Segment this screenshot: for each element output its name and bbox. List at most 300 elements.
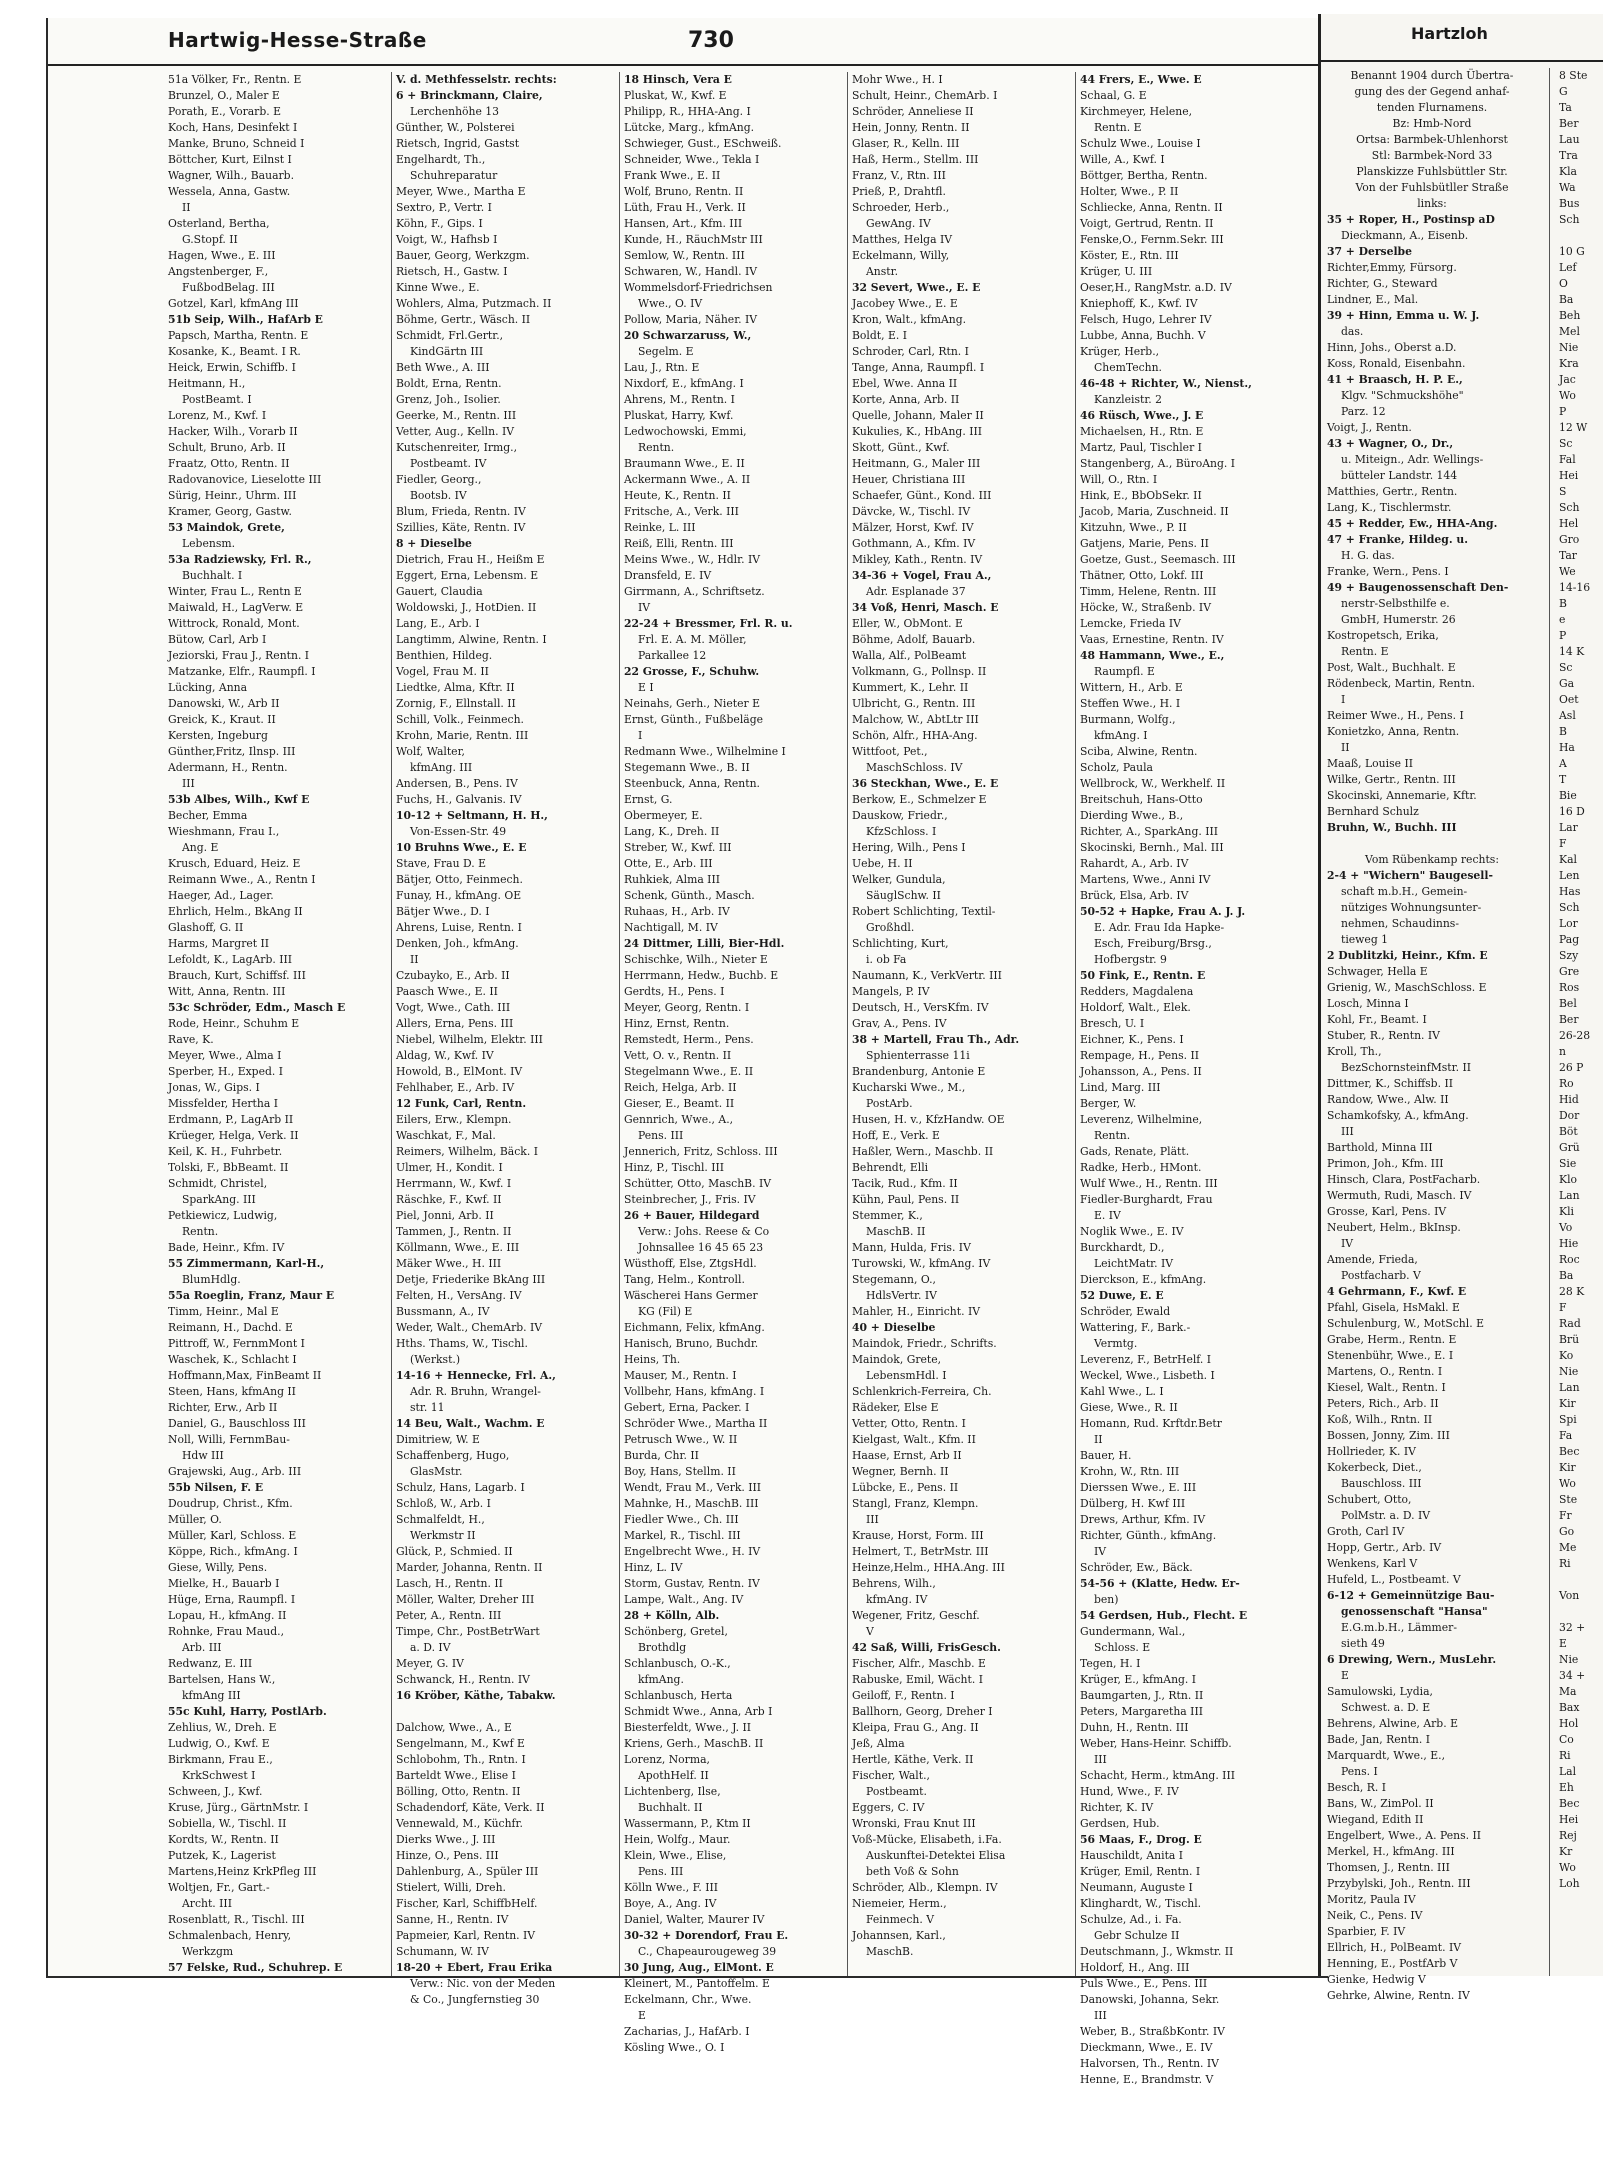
resident-entry [1559,1604,1603,1620]
resident-entry: Schneider, Wwe., Tekla I [624,153,760,166]
resident-entry: Bans, W., ZimPol. II [1327,1797,1434,1810]
resident-entry: Kostropetsch, Erika, [1327,629,1439,642]
resident-entry: Lichtenberg, Ilse, [624,1785,721,1798]
resident-entry: Sphienterrasse 11i [866,1049,970,1062]
house-number-entry: 10-12 + Seltmann, H. H., [396,809,548,822]
resident-entry: Lücking, Anna [168,681,248,694]
resident-entry: Birkmann, Frau E., [168,1753,273,1766]
resident-entry: Nie [1559,1653,1579,1666]
resident-entry: Thätner, Otto, Lokf. III [1080,569,1204,582]
resident-entry: Jacob, Maria, Zuschneid. II [1080,505,1229,518]
resident-entry: E I [638,681,654,694]
resident-entry: Wolf, Bruno, Rentn. II [624,185,744,198]
resident-entry: Brothdlg [638,1641,687,1654]
resident-entry: Ta [1559,101,1572,114]
house-number-entry: 47 + Franke, Hildeg. u. [1327,533,1468,546]
resident-entry: Gerdsen, Hub. [1080,1817,1160,1830]
resident-entry: Kunde, H., RäuchMstr III [624,233,763,246]
resident-entry: Skocinski, Annemarie, Kftr. [1327,789,1477,802]
house-number-entry: 55a Roeglin, Franz, Maur E [168,1289,335,1302]
resident-entry: Zornig, F., Ellnstall. II [396,697,516,710]
resident-entry: Kramer, Georg, Gastw. [168,505,292,518]
column-4 [848,72,1076,1976]
resident-entry: Kahl Wwe., L. I [1080,1385,1164,1398]
resident-entry: Wulf Wwe., H., Rentn. III [1080,1177,1218,1190]
resident-entry: Martens,Heinz KrkPfleg III [168,1865,317,1878]
resident-entry: Ahrens, Luise, Rentn. I [396,921,522,934]
resident-entry: Reimer Wwe., H., Pens. I [1327,709,1464,722]
resident-entry: Doudrup, Christ., Kfm. [168,1497,293,1510]
resident-entry: Stangenberg, A., BüroAng. I [1080,457,1236,470]
resident-entry: Aldag, W., Kwf. IV [396,1049,494,1062]
resident-entry: Lan [1559,1381,1580,1394]
resident-entry: Postbeamt. [866,1785,927,1798]
house-number-entry: 42 Saß, Willi, FrisGesch. [852,1641,1001,1654]
resident-entry: Scholz, Paula [1080,761,1153,774]
resident-entry: Vett, O. v., Rentn. II [624,1049,732,1062]
resident-entry: Michaelsen, H., Rtn. E [1080,425,1204,438]
resident-entry: Köster, E., Rtn. III [1080,249,1179,262]
resident-entry: Bax [1559,1701,1580,1714]
resident-entry: Bätjer Wwe., D. I [396,905,490,918]
resident-entry: Eckelmann, Willy, [852,249,950,262]
resident-entry: Lütcke, Marg., kfmAng. [624,121,755,134]
resident-entry: Sengelmann, M., Kwf E [396,1737,525,1750]
resident-entry: Koss, Ronald, Eisenbahn. [1327,357,1466,370]
resident-entry: Ha [1559,741,1575,754]
resident-entry: Steinbrecher, J., Fris. IV [624,1193,756,1206]
resident-entry: Dransfeld, E. IV [624,569,712,582]
resident-entry: Lubbe, Anna, Buchh. V [1080,329,1206,342]
resident-entry: Richter,Emmy, Fürsorg. [1327,261,1457,274]
resident-entry: Eichmann, Felix, kfmAng. [624,1321,765,1334]
resident-entry: Maindok, Grete, [852,1353,942,1366]
resident-entry: Gienke, Hedwig V [1327,1973,1426,1986]
resident-entry: Henne, E., Brandmstr. V [1080,2073,1214,2086]
resident-entry: Eichner, K., Pens. I [1080,1033,1184,1046]
house-number-entry: genossenschaft "Hansa" [1341,1605,1488,1618]
resident-entry: Gro [1559,533,1580,546]
resident-entry: Mann, Hulda, Fris. IV [852,1241,971,1254]
house-number-entry: 26 + Bauer, Hildegard [624,1209,760,1222]
resident-entry: Fischer, Karl, SchiffbHelf. [396,1897,538,1910]
resident-entry: Hund, Wwe., F. IV [1080,1785,1179,1798]
resident-entry: Gothmann, A., Kfm. IV [852,537,976,550]
house-number-entry: 54 Gerdsen, Hub., Flecht. E [1080,1609,1248,1622]
resident-entry: Schloß, W., Arb. I [396,1497,491,1510]
resident-entry: Schween, J., Kwf. [168,1785,263,1798]
resident-entry: Schischke, Wilh., Nieter E [624,953,768,966]
resident-entry: Klein, Wwe., Elise, [624,1849,727,1862]
resident-entry: Sciba, Alwine, Rentn. [1080,745,1198,758]
resident-entry: Bütow, Carl, Arb I [168,633,267,646]
resident-entry: Von der Fuhlsbütller Straße [1355,181,1509,194]
resident-entry: Marquardt, Wwe., E., [1327,1749,1446,1762]
resident-entry: Martens, O., Rentn. I [1327,1365,1443,1378]
resident-entry: Bussmann, A., IV [396,1305,490,1318]
resident-entry: Ri [1559,1749,1571,1762]
resident-entry: Kron, Walt., kfmAng. [852,313,967,326]
right-edge-column [1559,68,1603,1892]
resident-entry: Ahrens, M., Rentn. I [624,393,735,406]
resident-entry: Kal [1559,853,1577,866]
directory-page-right [1318,14,1603,2002]
resident-entry: Rentn. [638,441,675,454]
resident-entry: (Werkst.) [410,1353,461,1366]
resident-entry: Merkel, H., kfmAng. III [1327,1845,1455,1858]
resident-entry: Postfacharb. V [1341,1269,1421,1282]
resident-entry: O [1559,277,1568,290]
resident-entry: tenden Flurnamens. [1376,101,1488,114]
resident-entry: Kli [1559,1205,1574,1218]
resident-entry: G.Stopf. II [182,233,238,246]
resident-entry: Kleipa, Frau G., Ang. II [852,1721,979,1734]
resident-entry: Bossen, Jonny, Zim. III [1327,1429,1450,1442]
resident-entry: E [1341,1669,1349,1682]
resident-entry: BlumHdlg. [182,1273,241,1286]
resident-entry: Noll, Willi, FernmBau- [168,1433,290,1446]
resident-entry: 8 Ste [1559,69,1588,82]
resident-entry: Brauch, Kurt, Schiffsf. III [168,969,306,982]
resident-entry: Martz, Paul, Tischler I [1080,441,1202,454]
resident-entry: Holdorf, Walt., Elek. [1080,1001,1191,1014]
resident-entry: Schmalenbach, Henry, [168,1929,292,1942]
resident-entry: Gotzel, Karl, kfmAng III [168,297,299,310]
resident-entry: Bie [1559,789,1577,802]
resident-entry: Krüger, E., kfmAng. I [1080,1673,1197,1686]
resident-entry: Wieshmann, Frau I., [168,825,280,838]
resident-entry: Wo [1559,1477,1576,1490]
resident-entry: Haeger, Ad., Lager. [168,889,274,902]
house-number-entry: Bruhn, W., Buchh. III [1327,821,1457,834]
resident-entry: Heute, K., Rentn. II [624,489,731,502]
resident-entry: Kersten, Ingeburg [168,729,268,742]
resident-entry: Beh [1559,309,1581,322]
resident-entry: Lau [1559,133,1580,146]
resident-entry: Großhdl. [866,921,915,934]
resident-entry: Müller, O. [168,1513,222,1526]
resident-entry: Schumann, W. IV [396,1945,489,1958]
resident-entry: Kölln Wwe., F. III [624,1881,719,1894]
resident-entry: Kanzleistr. 2 [1094,393,1163,406]
resident-entry: Hanisch, Bruno, Buchdr. [624,1337,759,1350]
resident-entry: u. Miteign., Adr. Wellings- [1341,453,1484,466]
resident-entry: Rentn. [182,1225,219,1238]
resident-entry: FußbodBelag. III [182,281,275,294]
resident-entry: Bauer, Georg, Werkzgm. [396,249,530,262]
resident-entry: Loh [1559,1877,1580,1890]
resident-entry: Hoffmann,Max, FinBeamt II [168,1369,322,1382]
resident-entry: Weder, Walt., ChemArb. IV [396,1321,543,1334]
resident-entry: Angstenberger, F., [168,265,269,278]
resident-entry: Jac [1559,373,1576,386]
resident-entry: nütziges Wohnungsunter- [1341,901,1482,914]
resident-entry: Petrusch Wwe., W. II [624,1433,738,1446]
resident-entry: Hüge, Erna, Raumpfl. I [168,1593,296,1606]
resident-entry: Manke, Bruno, Schneid I [168,137,305,150]
resident-entry: i. ob Fa [866,953,907,966]
resident-entry: Dierckson, E., kfmAng. [1080,1273,1207,1286]
resident-entry: KrkSchwest I [182,1769,256,1782]
resident-entry: Kra [1559,357,1579,370]
resident-entry: nehmen, Schaudinns- [1341,917,1459,930]
resident-entry: Pluskat, Harry, Kwf. [624,409,734,422]
resident-entry: Reimers, Wilhelm, Bäck. I [396,1145,538,1158]
resident-entry: Segelm. E [638,345,694,358]
resident-entry: Höcke, W., Straßenb. IV [1080,601,1211,614]
resident-entry: Nie [1559,1365,1579,1378]
resident-entry: Boye, A., Ang. IV [624,1897,717,1910]
resident-entry: Klo [1559,1173,1578,1186]
resident-entry: Johannsen, Karl., [852,1929,946,1942]
resident-entry: Ernst, G. [624,793,673,806]
house-number-entry: 20 Schwarzaruss, W., [624,329,752,342]
resident-entry: Radke, Herb., HMont. [1080,1161,1202,1174]
resident-entry: Lindner, E., Mal. [1327,293,1419,306]
resident-entry: Kniephoff, K., Kwf. IV [1080,297,1198,310]
resident-entry: Lefoldt, K., LagArb. III [168,953,293,966]
resident-entry: Koß, Wilh., Rntn. II [1327,1413,1433,1426]
resident-entry: Meins Wwe., W., Hdlr. IV [624,553,761,566]
house-number-entry: 38 + Martell, Frau Th., Adr. [852,1033,1020,1046]
resident-entry: kfmAng. [638,1673,684,1686]
resident-entry: III [182,777,195,790]
house-number-entry: 2-4 + "Wichern" Baugesell- [1327,869,1493,882]
resident-entry: Stuber, R., Rentn. IV [1327,1029,1440,1042]
resident-entry: Gebert, Erna, Packer. I [624,1401,750,1414]
resident-entry: Richter, Günth., kfmAng. [1080,1529,1217,1542]
resident-entry: Tange, Anna, Raumpfl. I [852,361,985,374]
resident-entry: Schaffenberg, Hugo, [396,1449,510,1462]
resident-entry: Vennewald, M., Küchfr. [396,1817,523,1830]
resident-entry: Feinmech. V [866,1913,934,1926]
resident-entry: Langtimm, Alwine, Rentn. I [396,633,547,646]
resident-entry: Bade, Jan, Rentn. I [1327,1733,1431,1746]
resident-entry: Archt. III [182,1897,232,1910]
resident-entry: Giese, Willy, Pens. [168,1561,268,1574]
resident-entry: Richter, K. IV [1080,1801,1154,1814]
resident-entry: Jeziorski, Frau J., Rentn. I [168,649,310,662]
resident-entry: Fischer, Walt., [852,1769,930,1782]
resident-entry: Schulz, Hans, Lagarb. I [396,1481,525,1494]
resident-entry: Konietzko, Anna, Rentn. [1327,725,1460,738]
resident-entry: GlasMstr. [410,1465,463,1478]
resident-entry: Papsch, Martha, Rentn. E [168,329,309,342]
resident-entry: Pens. III [638,1865,684,1878]
resident-entry: Auskunftei-Detektei Elisa [866,1849,1006,1862]
resident-entry: Wagner, Wilh., Bauarb. [168,169,295,182]
resident-entry: kfmAng. III [410,761,473,774]
resident-entry: Hollrieder, K. IV [1327,1445,1416,1458]
resident-entry: Turowski, W., kfmAng. IV [852,1257,991,1270]
resident-entry: Richter, Erw., Arb II [168,1401,278,1414]
resident-entry: Wessela, Anna, Gastw. [168,185,291,198]
columns [164,72,1328,2086]
resident-entry: Reinke, L. III [624,521,696,534]
resident-entry: III [1341,1125,1354,1138]
resident-entry: Semlow, W., Rentn. III [624,249,745,262]
resident-entry: IV [1094,1545,1107,1558]
resident-entry: Böhme, Adolf, Bauarb. [852,633,976,646]
resident-entry: Kucharski Wwe., M., [852,1081,966,1094]
resident-entry: Fehlhaber, E., Arb. IV [396,1081,515,1094]
resident-entry: Ruhaas, H., Arb. IV [624,905,730,918]
resident-entry: Ma [1559,1685,1577,1698]
house-number-entry: 16 Kröber, Käthe, Tabakw. [396,1689,556,1702]
resident-entry: Daniel, Walter, Maurer IV [624,1913,765,1926]
resident-entry: Brunzel, O., Maler E [168,89,280,102]
resident-entry: II [1094,1433,1103,1446]
resident-entry: Lemcke, Frieda IV [1080,617,1181,630]
resident-entry: GewAng. IV [866,217,931,230]
resident-entry: Schlanbusch, O.-K., [624,1657,731,1670]
page-header [48,18,1328,66]
resident-entry: Pens. III [638,1129,684,1142]
resident-entry: Schwanck, H., Rentn. IV [396,1673,530,1686]
resident-entry: Gebr Schulze II [1094,1929,1180,1942]
resident-entry: Witt, Anna, Rentn. III [168,985,286,998]
resident-entry: Ehrlich, Helm., BkAng II [168,905,303,918]
resident-entry: Böt [1559,1125,1578,1138]
resident-entry: Hofbergstr. 9 [1094,953,1167,966]
resident-entry: Postbeamt. IV [410,457,487,470]
resident-entry: Skott, Günt., Kwf. [852,441,950,454]
resident-entry: Lang, K., Dreh. II [624,825,720,838]
house-number-entry: 28 + Kölln, Alb. [624,1609,720,1622]
resident-entry: Gerdts, H., Pens. I [624,985,725,998]
resident-entry: Kruse, Jürg., GärtnMstr. I [168,1801,309,1814]
resident-entry: Wolf, Walter, [396,745,465,758]
resident-entry: Lau, J., Rtn. E [624,361,700,374]
resident-entry: Hinze, O., Pens. III [396,1849,499,1862]
resident-entry: Vo [1559,1221,1573,1234]
resident-entry: Sie [1559,1157,1577,1170]
resident-entry: B [1559,597,1567,610]
house-number-entry: 46-48 + Richter, W., Nienst., [1080,377,1252,390]
resident-entry: Hein, Jonny, Rentn. II [852,121,970,134]
house-number-entry: 36 Steckhan, Wwe., E. E [852,777,999,790]
house-number-entry: 12 Funk, Carl, Rentn. [396,1097,527,1110]
resident-entry: Nie [1559,341,1579,354]
resident-entry: H. G. das. [1341,549,1395,562]
resident-entry: Malchow, W., AbtLtr III [852,713,979,726]
house-number-entry: 50-52 + Hapke, Frau A. J. J. [1080,905,1246,918]
resident-entry: Jennerich, Fritz, Schloss. III [624,1145,778,1158]
resident-entry: Me [1559,1541,1577,1554]
resident-entry: Danowski, W., Arb II [168,697,280,710]
resident-entry: Klgv. "Schmuckshöhe" [1341,389,1464,402]
resident-entry: Spi [1559,1413,1577,1426]
resident-entry: Szillies, Käte, Rentn. IV [396,521,526,534]
house-number-entry: 41 + Braasch, H. P. E., [1327,373,1463,386]
resident-entry: Heins, Th. [624,1353,681,1366]
house-number-entry: 30 Jung, Aug., ElMont. E [624,1961,774,1974]
resident-entry: Marder, Johanna, Rentn. II [396,1561,543,1574]
resident-entry: Kleinert, M., Pantoffelm. E [624,1977,770,1990]
resident-entry: Räschke, F., Kwf. II [396,1193,502,1206]
house-number-entry: 4 Gehrmann, F., Kwf. E [1327,1285,1467,1298]
resident-entry: Von [1559,1589,1580,1602]
resident-entry: Lar [1559,821,1578,834]
resident-entry: Weber, Hans-Heinr. Schiffb. [1080,1737,1232,1750]
resident-entry: Schult, Heinr., ChemArb. I [852,89,998,102]
resident-entry: Kühn, Paul, Pens. II [852,1193,960,1206]
resident-entry: Hoff, E., Verk. E [852,1129,940,1142]
resident-entry: Halvorsen, Th., Rentn. IV [1080,2057,1219,2070]
resident-entry: Kr [1559,1845,1573,1858]
resident-entry: Dauskow, Friedr., [852,809,948,822]
resident-entry: kfmAng. I [1094,729,1148,742]
resident-entry: Sch [1559,213,1580,226]
resident-entry: Hths. Thams, W., Tischl. [396,1337,528,1350]
resident-entry: Hering, Wilh., Pens I [852,841,966,854]
resident-entry: Heuer, Christiana III [852,473,966,486]
resident-entry: Vogt, Wwe., Cath. III [396,1001,511,1014]
resident-entry: Rode, Heinr., Schuhm E [168,1017,300,1030]
resident-entry: Helmert, T., BetrMstr. III [852,1545,989,1558]
resident-entry: 12 W [1559,421,1588,434]
resident-entry: Klinghardt, W., Tischl. [1080,1897,1202,1910]
resident-entry: Wo [1559,389,1576,402]
resident-entry: Grü [1559,1141,1580,1154]
resident-entry: SparkAng. III [182,1193,256,1206]
column-divider [1549,68,1550,1976]
resident-entry: Hopp, Gertr., Arb. IV [1327,1541,1442,1554]
resident-entry: Dietrich, Frau H., Heißm E [396,553,545,566]
resident-entry: Schloss. E [1094,1641,1151,1654]
resident-entry: PolMstr. a. D. IV [1341,1509,1431,1522]
resident-entry: Bölling, Otto, Rentn. II [396,1785,521,1798]
resident-entry: Bartelsen, Hans W., [168,1673,276,1686]
resident-entry: Woldowski, J., HotDien. II [396,601,537,614]
resident-entry: Noglik Wwe., E. IV [1080,1225,1184,1238]
resident-entry: Schröder, Alb., Klempn. IV [852,1881,998,1894]
resident-entry: Reiß, Elli, Rentn. III [624,537,734,550]
resident-entry: Burda, Chr. II [624,1449,699,1462]
resident-entry: Zacharias, J., HafArb. I [624,2025,750,2038]
resident-entry: Grosse, Karl, Pens. IV [1327,1205,1447,1218]
resident-entry: III [866,1513,879,1526]
resident-entry: Bootsb. IV [410,489,467,502]
resident-entry: bütteler Landstr. 144 [1341,469,1458,482]
resident-entry: Mel [1559,325,1580,338]
resident-entry: Rentn. E [1341,645,1389,658]
resident-entry: Stl: Barmbek-Nord 33 [1371,149,1493,162]
resident-entry: Bz: Hmb-Nord [1392,117,1472,130]
resident-entry: Jacobey Wwe., E. E [852,297,958,310]
resident-entry: MaschB. [866,1945,914,1958]
resident-entry: Girrmann, A., Schriftsetz. [624,585,765,598]
house-number-entry: 39 + Hinn, Emma u. W. J. [1327,309,1480,322]
resident-entry: Ortsa: Barmbek-Uhlenhorst [1356,133,1508,146]
resident-entry: Gundermann, Wal., [1080,1625,1186,1638]
resident-entry: Kösling Wwe., O. I [624,2041,725,2054]
resident-entry: Meyer, G. IV [396,1657,464,1670]
resident-entry: Schult, Bruno, Arb. II [168,441,286,454]
resident-entry: Benthien, Hildeg. [396,649,493,662]
resident-entry: Osterland, Bertha, [168,217,270,230]
resident-entry: Schulz Wwe., Louise I [1080,137,1201,150]
column-5 [1076,72,1304,2086]
house-number-entry: 35 + Roper, H., Postinsp aD [1327,213,1495,226]
resident-entry: Uebe, H. II [852,857,913,870]
resident-entry: Harms, Margret II [168,937,270,950]
resident-entry: Korte, Anna, Arb. II [852,393,960,406]
resident-entry: Adr. Esplanade 37 [866,585,966,598]
resident-entry: Fal [1559,453,1576,466]
resident-entry: A [1559,757,1567,770]
resident-entry: Heitmann, G., Maler III [852,457,981,470]
